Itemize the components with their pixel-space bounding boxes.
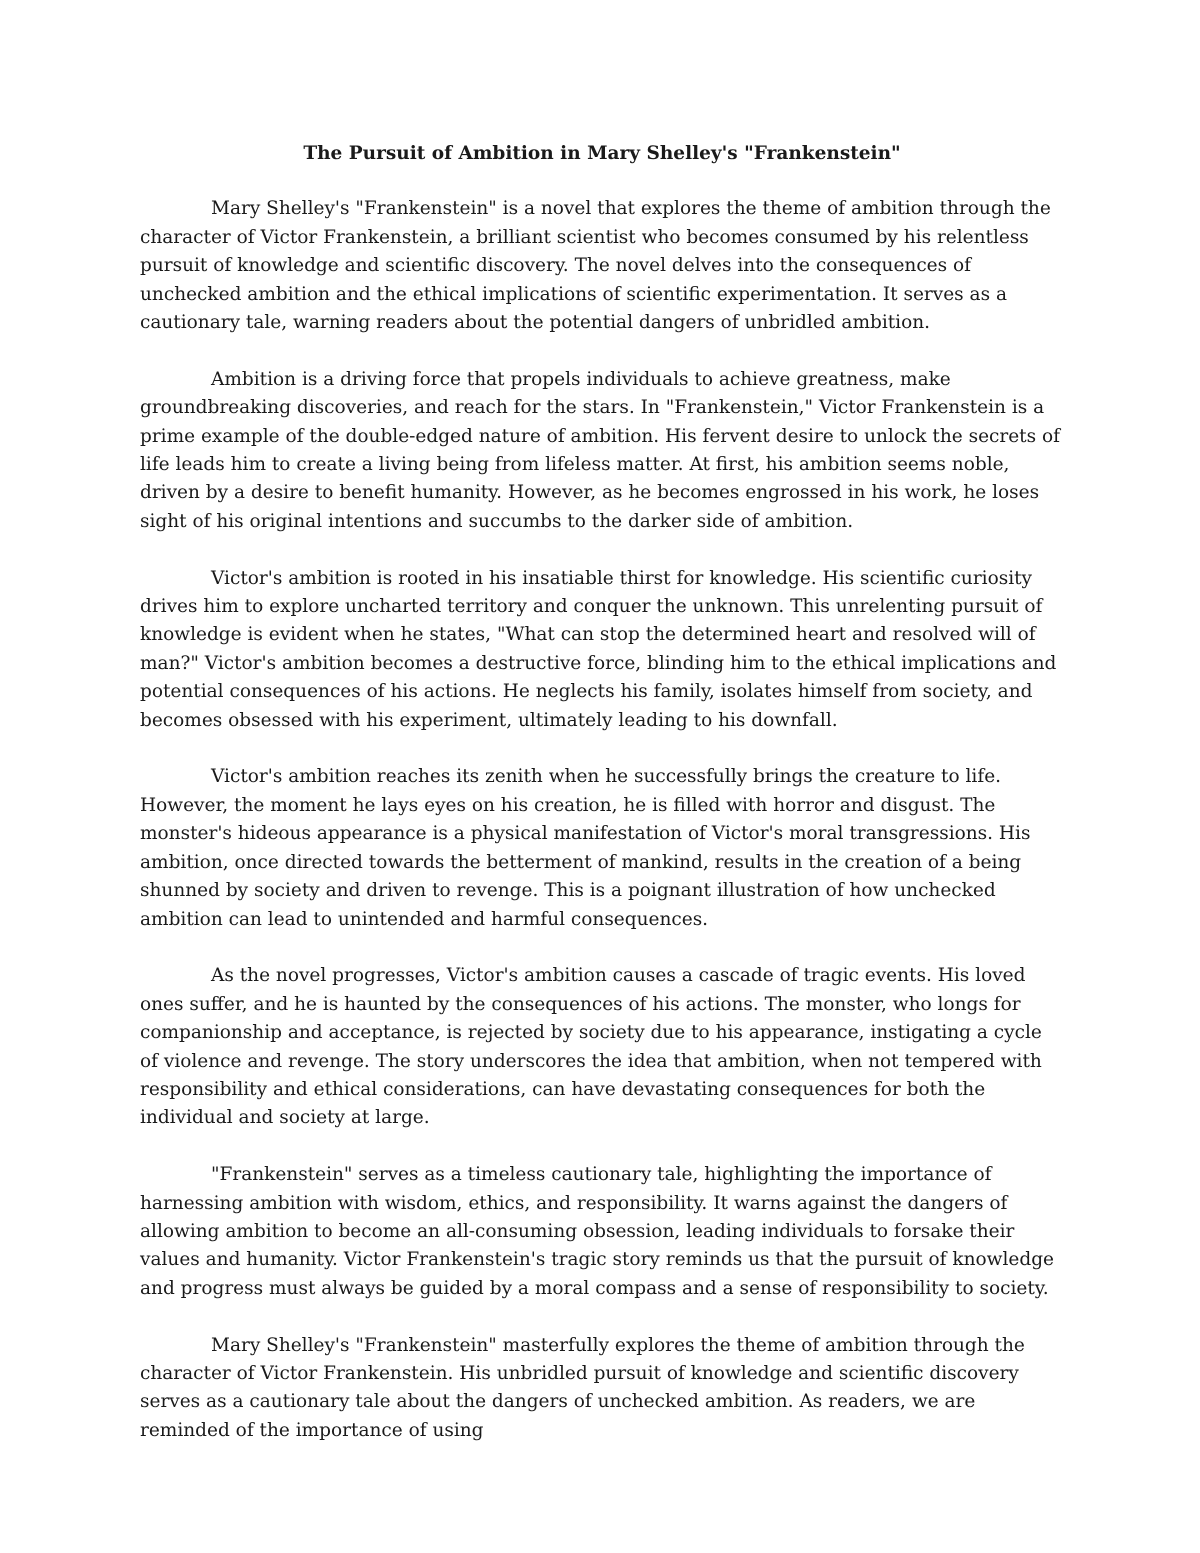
paragraph-5: As the novel progresses, Victor's ambition causes a cascade of tragic events. His loved ones suffer, and he is haunted by the consequences of his actions. The monster, who longs for companionship and acceptance, is rejected by society due to his appearance, instigating a cycle of violence and revenge. The story underscores the idea that ambition, when not tempered with responsibility and ethical considerations, can have devastating consequences for both the individual and society at large.	[140, 965, 1042, 1129]
paragraph-4: Victor's ambition reaches its zenith when he successfully brings the creature to life. However, the moment he lays eyes on his creation, he is filled with horror and disgust. The monster's hideous appearance is a physical manifestation of Victor's moral transgressions. His ambition, once directed towards the betterment of mankind, results in the creation of a being shunned by society and driven to revenge. This is a poignant illustration of how unchecked ambition can lead to unintended and harmful consequences.	[140, 766, 1031, 930]
paragraph-2: Ambition is a driving force that propels individuals to achieve greatness, make groundbreaking discoveries, and reach for the stars. In "Frankenstein," Victor Frankenstein is a prime example of the double-edged nature of ambition. His fervent desire to unlock the secrets of life leads him to create a living being from lifeless matter. At first, his ambition seems noble, driven by a desire to benefit humanity. However, as he becomes engrossed in his work, he loses sight of his original intentions and succumbs to the darker side of ambition.	[140, 368, 1060, 532]
essay-title: The Pursuit of Ambition in Mary Shelley's "Frankenstein"	[303, 143, 901, 164]
paragraph-6: "Frankenstein" serves as a timeless cautionary tale, highlighting the importance of harnessing ambition with wisdom, ethics, and responsibility. It warns against the dangers of allowing ambition to become an all-consuming obsession, leading individuals to forsake their values and humanity. Victor Frankenstein's tragic story reminds us that the pursuit of knowledge and progress must always be guided by a moral compass and a sense of responsibility to society.	[140, 1164, 1054, 1299]
paragraph-7: Mary Shelley's "Frankenstein" masterfully explores the theme of ambition through the character of Victor Frankenstein. His unbridled pursuit of knowledge and scientific discovery serves as a cautionary tale about the dangers of unchecked ambition. As readers, we are reminded of the importance of using	[140, 1334, 1025, 1441]
document-body	[140, 140, 1064, 1474]
paragraph-1: Mary Shelley's "Frankenstein" is a novel that explores the theme of ambition through the character of Victor Frankenstein, a brilliant scientist who becomes consumed by his relentless pursuit of knowledge and scientific discovery. The novel delves into the consequences of unchecked ambition and the ethical implications of scientific experimentation. It serves as a cautionary tale, warning readers about the potential dangers of unbridled ambition.	[140, 198, 1051, 334]
paragraph-3: Victor's ambition is rooted in his insatiable thirst for knowledge. His scientific curiosity drives him to explore uncharted territory and conquer the unknown. This unrelenting pursuit of knowledge is evident when he states, "What can stop the determined heart and resolved will of man?" Victor's ambition becomes a destructive force, blinding him to the ethical implications and potential consequences of his actions. He neglects his family, isolates himself from society, and becomes obsessed with his experiment, ultimately leading to his downfall.	[140, 567, 1057, 731]
